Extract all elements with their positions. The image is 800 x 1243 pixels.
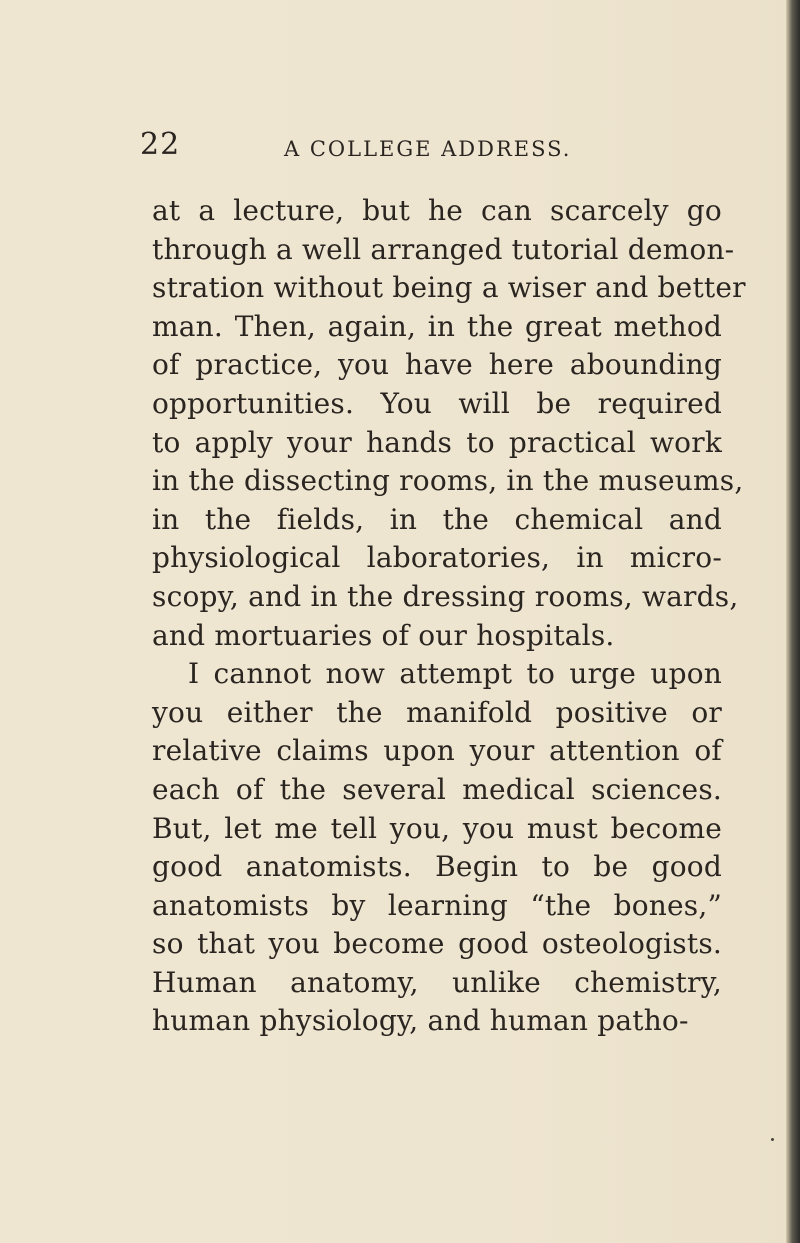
text-line: and mortuaries of our hospitals. — [152, 618, 615, 652]
text-line: so that you become good osteologists. — [152, 927, 722, 961]
text-line: relative claims upon your attention of — [152, 734, 722, 768]
text-line: of practice, you have here abounding — [152, 348, 722, 382]
text-line: anatomists by learning “the bones,” — [152, 888, 722, 922]
paragraph-start-line: I cannot now attempt to urge upon — [188, 657, 722, 691]
text-line: man. Then, again, in the great method — [152, 309, 722, 343]
text-line: in the dissecting rooms, in the museums, — [152, 464, 744, 498]
page-edge — [786, 0, 800, 1243]
text-line: at a lecture, but he can scarcely go — [152, 194, 722, 227]
text-line: good anatomists. Begin to be good — [152, 850, 722, 884]
text-line: through a well arranged tutorial demon- — [152, 232, 735, 266]
text-line: physiological laboratories, in micro- — [152, 541, 722, 575]
text-line: to apply your hands to practical work — [152, 425, 722, 459]
text-line: But, let me tell you, you must become — [152, 811, 722, 845]
text-line: stration without being a wiser and better — [152, 271, 746, 305]
page-number: 22 — [140, 127, 181, 162]
body-text — [152, 192, 746, 1041]
ink-speck — [771, 1138, 774, 1141]
text-line: you either the manifold positive or — [152, 695, 722, 729]
running-head — [140, 128, 740, 168]
text-line: in the fields, in the chemical and — [152, 502, 722, 536]
text-line: opportunities. You will be required — [152, 386, 722, 420]
text-line: human physiology, and human patho- — [152, 1004, 689, 1038]
text-line: Human anatomy, unlike chemistry, — [152, 965, 722, 999]
text-line: each of the several medical sciences. — [152, 772, 722, 806]
text-line: scopy, and in the dressing rooms, wards, — [152, 579, 739, 613]
running-header-title: A COLLEGE ADDRESS. — [284, 137, 572, 161]
